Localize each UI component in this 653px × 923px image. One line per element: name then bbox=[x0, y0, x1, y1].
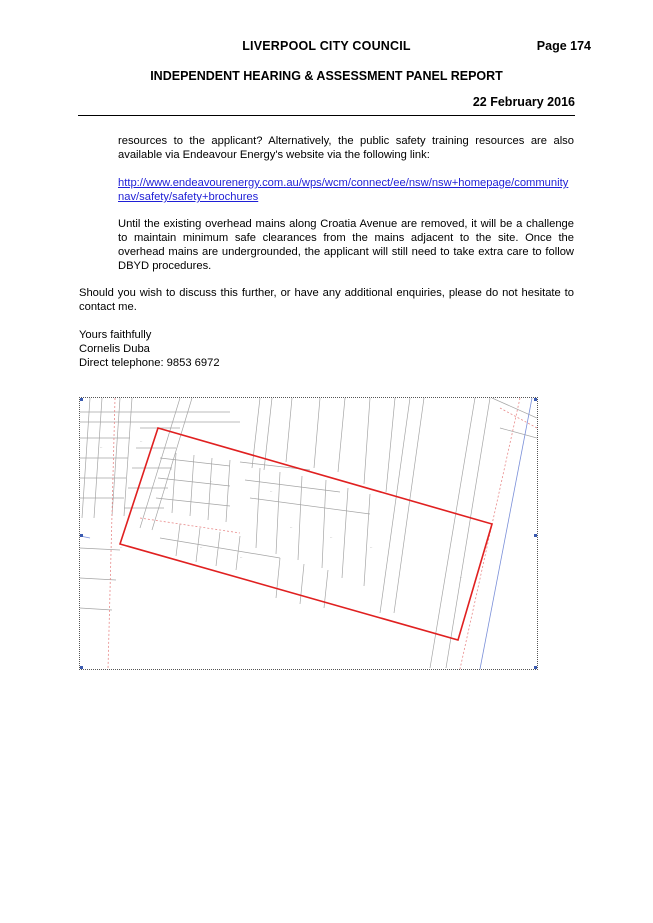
svg-text:--: -- bbox=[100, 445, 103, 449]
blue-road-edge bbox=[80, 398, 532, 669]
svg-text:--: -- bbox=[210, 479, 213, 483]
page-number: Page 174 bbox=[536, 39, 591, 53]
paragraph-overhead-mains: Until the existing overhead mains along Croatia Avenue are removed, it will be a challenge to maintain minimum safe clearances from the mains adjacent to the site. Once the overhead mains are undergrounded, the applicant will still need to take extra care to follow DBYD procedures. bbox=[118, 218, 574, 272]
report-title: INDEPENDENT HEARING & ASSESSMENT PANEL REPORT bbox=[150, 69, 503, 83]
signature-block bbox=[79, 328, 220, 370]
svg-text:--: -- bbox=[370, 545, 373, 549]
signatory-name: Cornelis Duba bbox=[79, 343, 150, 355]
site-map bbox=[79, 397, 538, 670]
svg-text:--: -- bbox=[170, 467, 173, 471]
site-map-graphic bbox=[80, 398, 537, 669]
svg-text:--: -- bbox=[330, 535, 333, 539]
header-divider bbox=[78, 115, 575, 116]
cadastral-parcels bbox=[80, 398, 537, 668]
svg-text:--: -- bbox=[290, 525, 293, 529]
report-date: 22 February 2016 bbox=[472, 95, 575, 109]
svg-text:--: -- bbox=[200, 545, 203, 549]
salutation: Yours faithfully bbox=[79, 329, 152, 341]
paragraph-enquiries: Should you wish to discuss this further, or have any additional enquiries, please do not hesitate to contact me. bbox=[79, 287, 574, 313]
svg-text:--: -- bbox=[120, 545, 123, 549]
brochures-link[interactable]: http://www.endeavourenergy.com.au/wps/wcm/connect/ee/nsw/nsw+homepage/communitynav/safety/safety+brochures bbox=[118, 177, 569, 203]
link-paragraph bbox=[118, 176, 574, 204]
direct-telephone: Direct telephone: 9853 6972 bbox=[79, 357, 220, 369]
service-lines bbox=[108, 398, 537, 669]
svg-text:--: -- bbox=[140, 439, 143, 443]
paragraph-resources: resources to the applicant? Alternatively, the public safety training resources are also available via Endeavour Energy's website via the following link: bbox=[118, 135, 574, 161]
council-name: LIVERPOOL CITY COUNCIL bbox=[242, 39, 411, 53]
svg-text:--: -- bbox=[240, 555, 243, 559]
svg-text:--: -- bbox=[460, 575, 463, 579]
svg-text:--: -- bbox=[270, 489, 273, 493]
